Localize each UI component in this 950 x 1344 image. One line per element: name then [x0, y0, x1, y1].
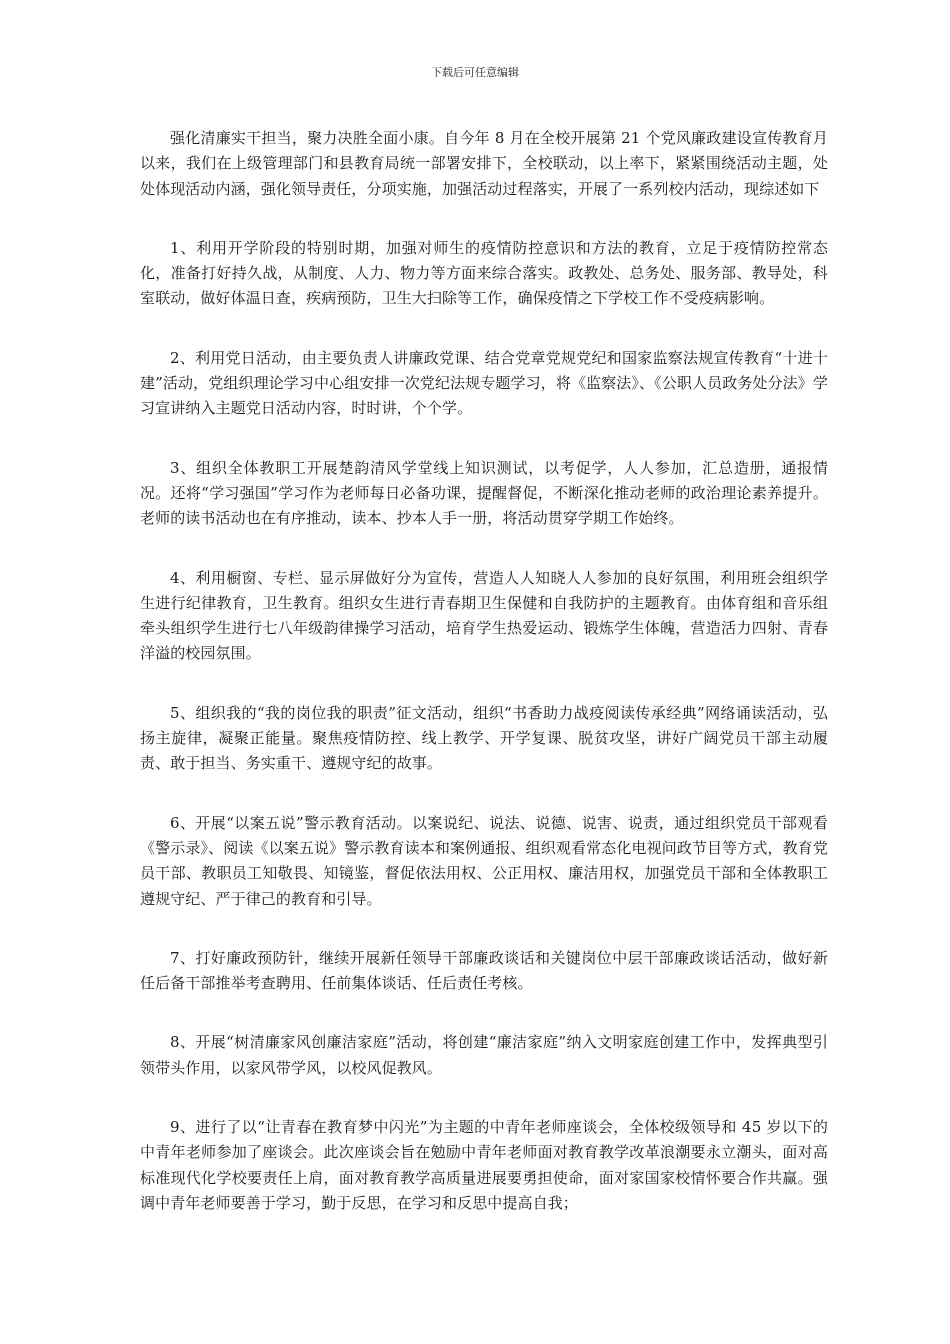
- item-paragraph-2: 2、利用党日活动，由主要负责人讲廉政党课、结合党章党规党纪和国家监察法规宣传教育“十进十建”活动，党组织理论学习中心组安排一次党纪法规专题学习，将《监察法》、《公职人员政务处分法》学习宣讲纳入主题党日活动内容，时时讲，个个学。: [140, 348, 828, 418]
- intro-paragraph: 强化清廉实干担当，聚力决胜全面小康。自今年 8 月在全校开展第 21 个党风廉政建设宣传教育月以来，我们在上级管理部门和县教育局统一部署安排下，全校联动，以上率下，紧紧围绕活动主题，处处体现活动内涵，强化领导责任，分项实施，加强活动过程落实，开展了一系列校内活动，现综述如下: [140, 129, 828, 198]
- document-body: [140, 126, 828, 1250]
- item-paragraph-6: 6、开展“以案五说”警示教育活动。以案说纪、说法、说德、说害、说责，通过组织党员干部观看《警示录》、阅读《以案五说》警示教育读本和案例通报、组织观看常态化电视问政节目等方式，教育党员干部、教职员工知敬畏、知镜鉴，督促依法用权、公正用权、廉洁用权，加强党员干部和全体教职工遵规守纪、严于律己的教育和引导。: [140, 813, 828, 908]
- item-paragraph-4: 4、利用橱窗、专栏、显示屏做好分为宣传，营造人人知晓人人参加的良好氛围，利用班会组织学生进行纪律教育，卫生教育。组织女生进行青春期卫生保健和自我防护的主题教育。由体育组和音乐组牵头组织学生进行七八年级韵律操学习活动，培育学生热爱运动、锻炼学生体魄，营造活力四射、青春洋溢的校园氛围。: [140, 568, 828, 663]
- item-paragraph-8: 8、开展“树清廉家风创廉洁家庭”活动，将创建“廉洁家庭”纳入文明家庭创建工作中，发挥典型引领带头作用，以家风带学风，以校风促教风。: [140, 1033, 828, 1077]
- item-paragraph-3: 3、组织全体教职工开展楚韵清风学堂线上知识测试，以考促学，人人参加，汇总造册，通报情况。还将“学习强国”学习作为老师每日必备功课，提醒督促，不断深化推动老师的政治理论素养提升。老师的读书活动也在有序推动，读本、抄本人手一册，将活动贯穿学期工作始终。: [140, 458, 828, 528]
- item-paragraph-1: 1、利用开学阶段的特别时期，加强对师生的疫情防控意识和方法的教育，立足于疫情防控常态化，准备打好持久战，从制度、人力、物力等方面来综合落实。政教处、总务处、服务部、教导处，科室联动，做好体温日查，疾病预防，卫生大扫除等工作，确保疫情之下学校工作不受疫病影响。: [140, 238, 828, 308]
- item-paragraph-5: 5、组织我的“我的岗位我的职责”征文活动，组织“书香助力战疫阅读传承经典”网络诵读活动，弘扬主旋律，凝聚正能量。聚焦疫情防控、线上教学、开学复课、脱贫攻坚，讲好广阔党员干部主动履责、敢于担当、务实重干、遵规守纪的故事。: [140, 703, 828, 773]
- item-paragraph-7: 7、打好廉政预防针，继续开展新任领导干部廉政谈话和关键岗位中层干部廉政谈话活动，做好新任后备干部推举考查聘用、任前集体谈话、任后责任考核。: [140, 948, 828, 993]
- item-paragraph-9: 9、进行了以“让青春在教育梦中闪光”为主题的中青年老师座谈会，全体校级领导和 45 岁以下的中青年老师参加了座谈会。此次座谈会旨在勉励中青年老师面对教育教学改革浪潮要永立潮头，面对高标准现代化学校要责任上肩，面对教育教学高质量进展要勇担使命，面对家国家校情怀要合作共赢。强调中青年老师要善于学习，勤于反思，在学习和反思中提高自我；: [140, 1118, 828, 1212]
- page-header-note: 下载后可任意编辑: [431, 66, 519, 79]
